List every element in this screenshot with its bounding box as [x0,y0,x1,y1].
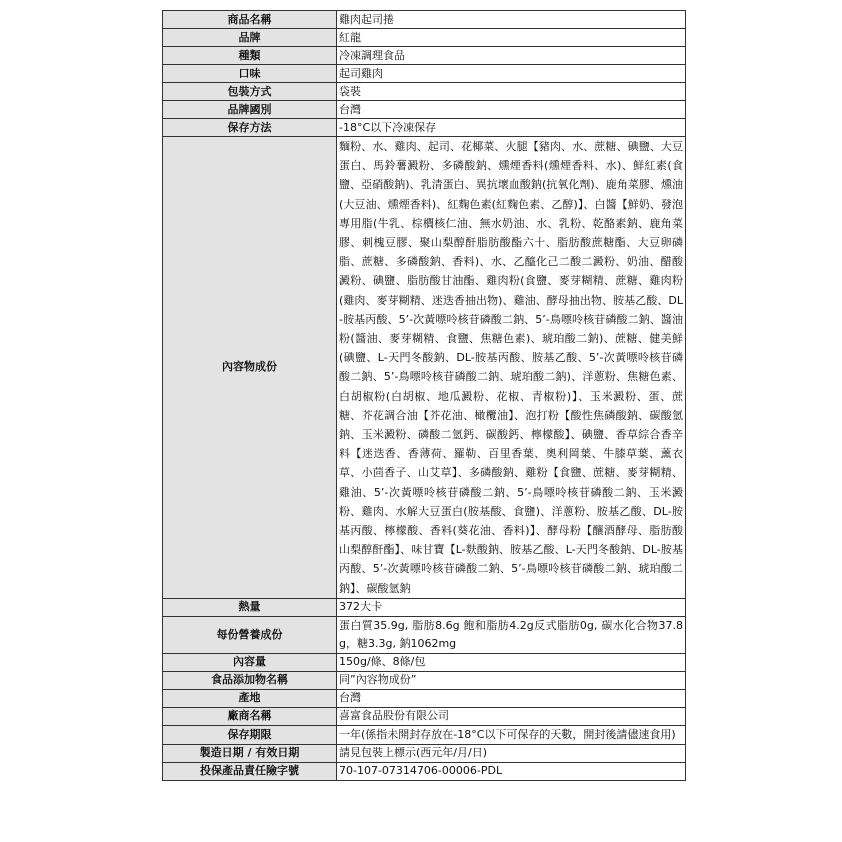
row-dates [163,744,686,762]
row-product-name [163,11,686,29]
value-insurance: 70-107-07314706-00006-PDL [337,762,686,780]
label-storage-method: 保存方法 [163,119,337,137]
value-calories: 372大卡 [337,598,686,616]
label-origin: 產地 [163,689,337,707]
row-insurance [163,762,686,780]
label-ingredients: 內容物成份 [163,137,337,599]
value-brand: 紅龍 [337,29,686,47]
label-product-name: 商品名稱 [163,11,337,29]
value-flavor: 起司雞肉 [337,65,686,83]
label-additives: 食品添加物名稱 [163,671,337,689]
value-origin: 台灣 [337,689,686,707]
label-shelf-life: 保存期限 [163,725,337,744]
label-packaging: 包裝方式 [163,83,337,101]
row-brand [163,29,686,47]
row-manufacturer [163,707,686,725]
value-dates: 請見包裝上標示(西元年/月/日) [337,744,686,762]
row-nutrition [163,616,686,653]
value-storage-method: -18°C以下冷凍保存 [337,119,686,137]
label-manufacturer: 廠商名稱 [163,707,337,725]
label-net-content: 內容量 [163,653,337,671]
value-manufacturer: 喜富食品股份有限公司 [337,707,686,725]
label-brand: 品牌 [163,29,337,47]
row-packaging [163,83,686,101]
label-category: 種類 [163,47,337,65]
row-net-content [163,653,686,671]
row-origin [163,689,686,707]
row-calories [163,598,686,616]
value-ingredients: 麵粉、水、雞肉、起司、花椰菜、火腿【豬肉、水、蔗糖、碘鹽、大豆蛋白、馬鈴薯澱粉、多磷酸鈉、燻煙香料(燻煙香料、水)、鮮紅素(食鹽、亞硝酸鈉)、乳清蛋白、異抗壞血酸鈉(抗氧化劑)、鹿角菜膠、燻油(大豆油、燻煙香料)、紅麴色素(紅麴色素、乙醇)】、白醬【鮮奶、發泡專用脂(牛乳、棕櫚核仁油、無水奶油、水、乳粉、乾酪素鈉、鹿角菜膠、刺槐豆膠、聚山梨醇酐脂肪酸酯六十、脂肪酸蔗糖酯、大豆卵磷脂、蔗糖、多磷酸鈉、香料)、水、乙醯化己二酸二澱粉、奶油、醋酸澱粉、碘鹽、脂肪酸甘油酯、雞肉粉(食鹽、麥芽糊精、蔗糖、雞肉粉(雞肉、麥芽糊精、迷迭香抽出物)、雞油、酵母抽出物、胺基乙酸、DL-胺基丙酸、5’-次黃嘌呤核苷磷酸二鈉、5’-鳥嘌呤核苷磷酸二鈉、醬油粉(醬油、麥芽糊精、食鹽、焦糖色素)、琥珀酸二鈉)、蔗糖、健美鮮(碘鹽、L-天門冬酸鈉、DL-胺基丙酸、胺基乙酸、5’-次黃嘌呤核苷磷酸二鈉、5’-鳥嘌呤核苷磷酸二鈉、琥珀酸二鈉)、洋蔥粉、焦糖色素、白胡椒粉(白胡椒、地瓜澱粉、花椒、青椒粉)】、玉米澱粉、蛋、蔗糖、芥花調合油【芥花油、橄欖油】、泡打粉【酸性焦磷酸鈉、碳酸氫鈉、玉米澱粉、磷酸二氫鈣、碳酸鈣、檸檬酸】、碘鹽、香草綜合香辛料【迷迭香、香薄荷、羅勒、百里香葉、奧利岡葉、牛膝草葉、薰衣草、小茴香子、山艾草】、多磷酸鈉、雞粉【食鹽、蔗糖、麥芽糊精、雞油、5’-次黃嘌呤核苷磷酸二鈉、5’-鳥嘌呤核苷磷酸二鈉、玉米澱粉、雞肉、水解大豆蛋白(胺基酸、食鹽)、洋蔥粉、胺基乙酸、DL-胺基丙酸、檸檬酸、香料(葵花油、香料)】、酵母粉【釀酒酵母、脂肪酸山梨醇酐酯】、味甘寶【L-麩酸鈉、胺基乙酸、L-天門冬酸鈉、DL-胺基丙酸、5’-次黃嘌呤核苷磷酸二鈉、5’-鳥嘌呤核苷磷酸二鈉、琥珀酸二鈉】、碳酸氫鈉 [337,137,686,599]
value-product-name: 雞肉起司捲 [337,11,686,29]
label-flavor: 口味 [163,65,337,83]
label-brand-country: 品牌國別 [163,101,337,119]
row-ingredients [163,137,686,599]
value-additives: 同”內容物成份” [337,671,686,689]
row-storage-method [163,119,686,137]
value-category: 冷凍調理食品 [337,47,686,65]
label-dates: 製造日期 / 有效日期 [163,744,337,762]
value-shelf-life: 一年(係指未開封存放在-18°C以下可保存的天數，開封後請儘速食用) [337,725,686,744]
row-flavor [163,65,686,83]
value-nutrition: 蛋白質35.9g, 脂肪8.6g 飽和脂肪4.2g反式脂肪0g, 碳水化合物37.8g，糖3.3g, 鈉1062mg [337,616,686,653]
value-packaging: 袋裝 [337,83,686,101]
label-nutrition: 每份營養成份 [163,616,337,653]
row-shelf-life [163,725,686,744]
row-brand-country [163,101,686,119]
row-category [163,47,686,65]
row-additives [163,671,686,689]
value-brand-country: 台灣 [337,101,686,119]
product-spec-table [162,10,686,781]
label-calories: 熱量 [163,598,337,616]
label-insurance: 投保產品責任險字號 [163,762,337,780]
value-net-content: 150g/條、8條/包 [337,653,686,671]
